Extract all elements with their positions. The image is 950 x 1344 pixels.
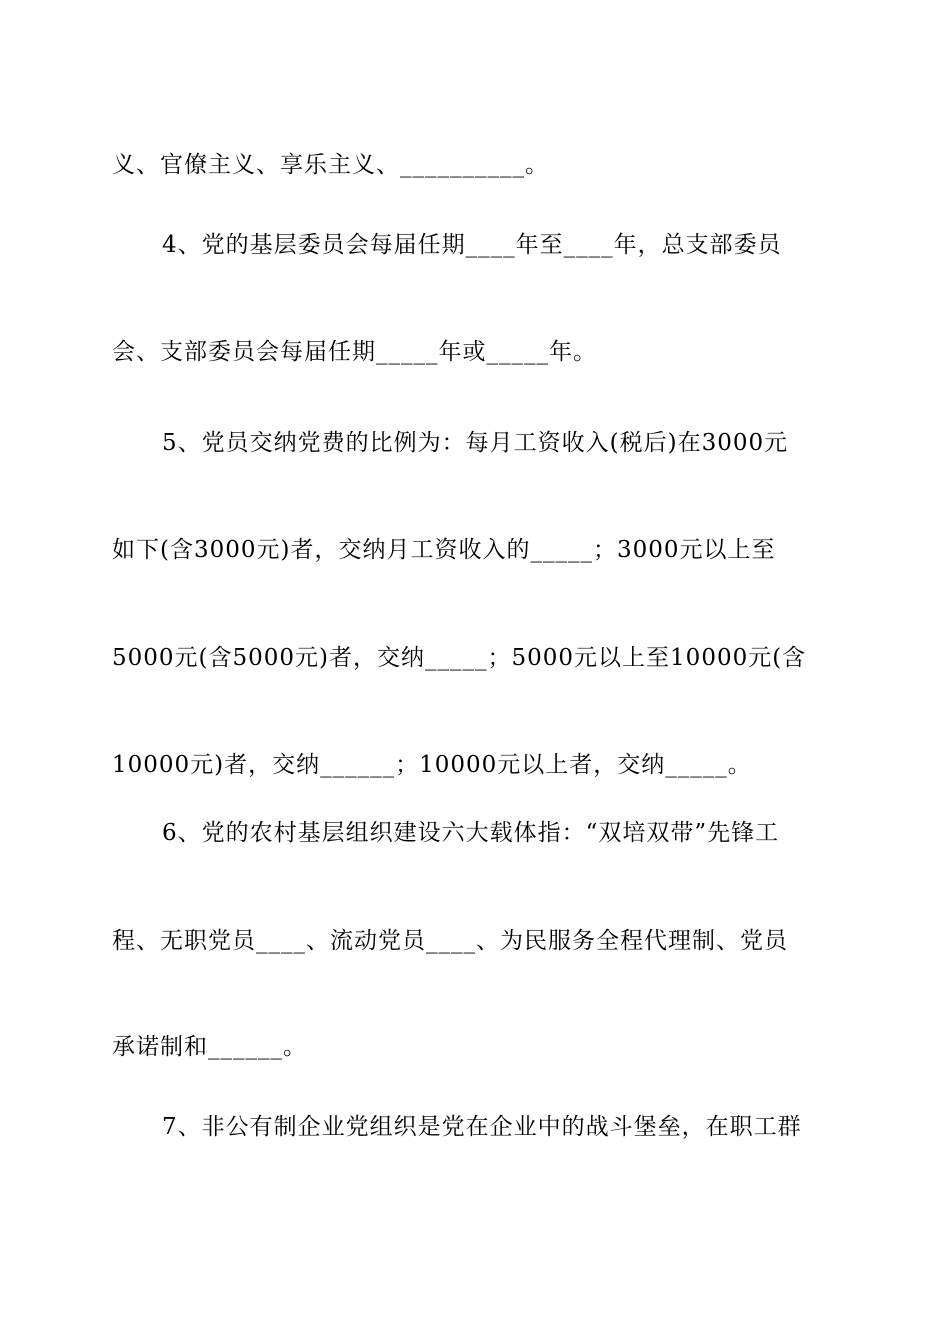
text-line-4: 5、党员交纳党费的比例为：每月工资收入(税后)在3000元 (162, 430, 789, 456)
text-line-3: 会、支部委员会每届任期_____年或_____年。 (112, 339, 597, 365)
text-line-8: 6、党的农村基层组织建设六大载体指：“双培双带”先锋工 (162, 820, 780, 846)
text-line-5: 如下(含3000元)者，交纳月工资收入的_____；3000元以上至 (112, 537, 776, 563)
text-line-2: 4、党的基层委员会每届任期____年至____年，总支部委员 (162, 232, 782, 258)
text-line-7: 10000元)者，交纳______；10000元以上者，交纳_____。 (112, 752, 752, 778)
text-line-10: 承诺制和______。 (112, 1034, 307, 1060)
text-line-11: 7、非公有制企业党组织是党在企业中的战斗堡垒，在职工群 (162, 1114, 802, 1140)
text-line-9: 程、无职党员____、流动党员____、为民服务全程代理制、党员 (112, 928, 788, 954)
text-line-6: 5000元(含5000元)者，交纳_____；5000元以上至10000元(含 (112, 645, 807, 671)
text-line-1: 义、官僚主义、享乐主义、__________。 (112, 152, 549, 178)
